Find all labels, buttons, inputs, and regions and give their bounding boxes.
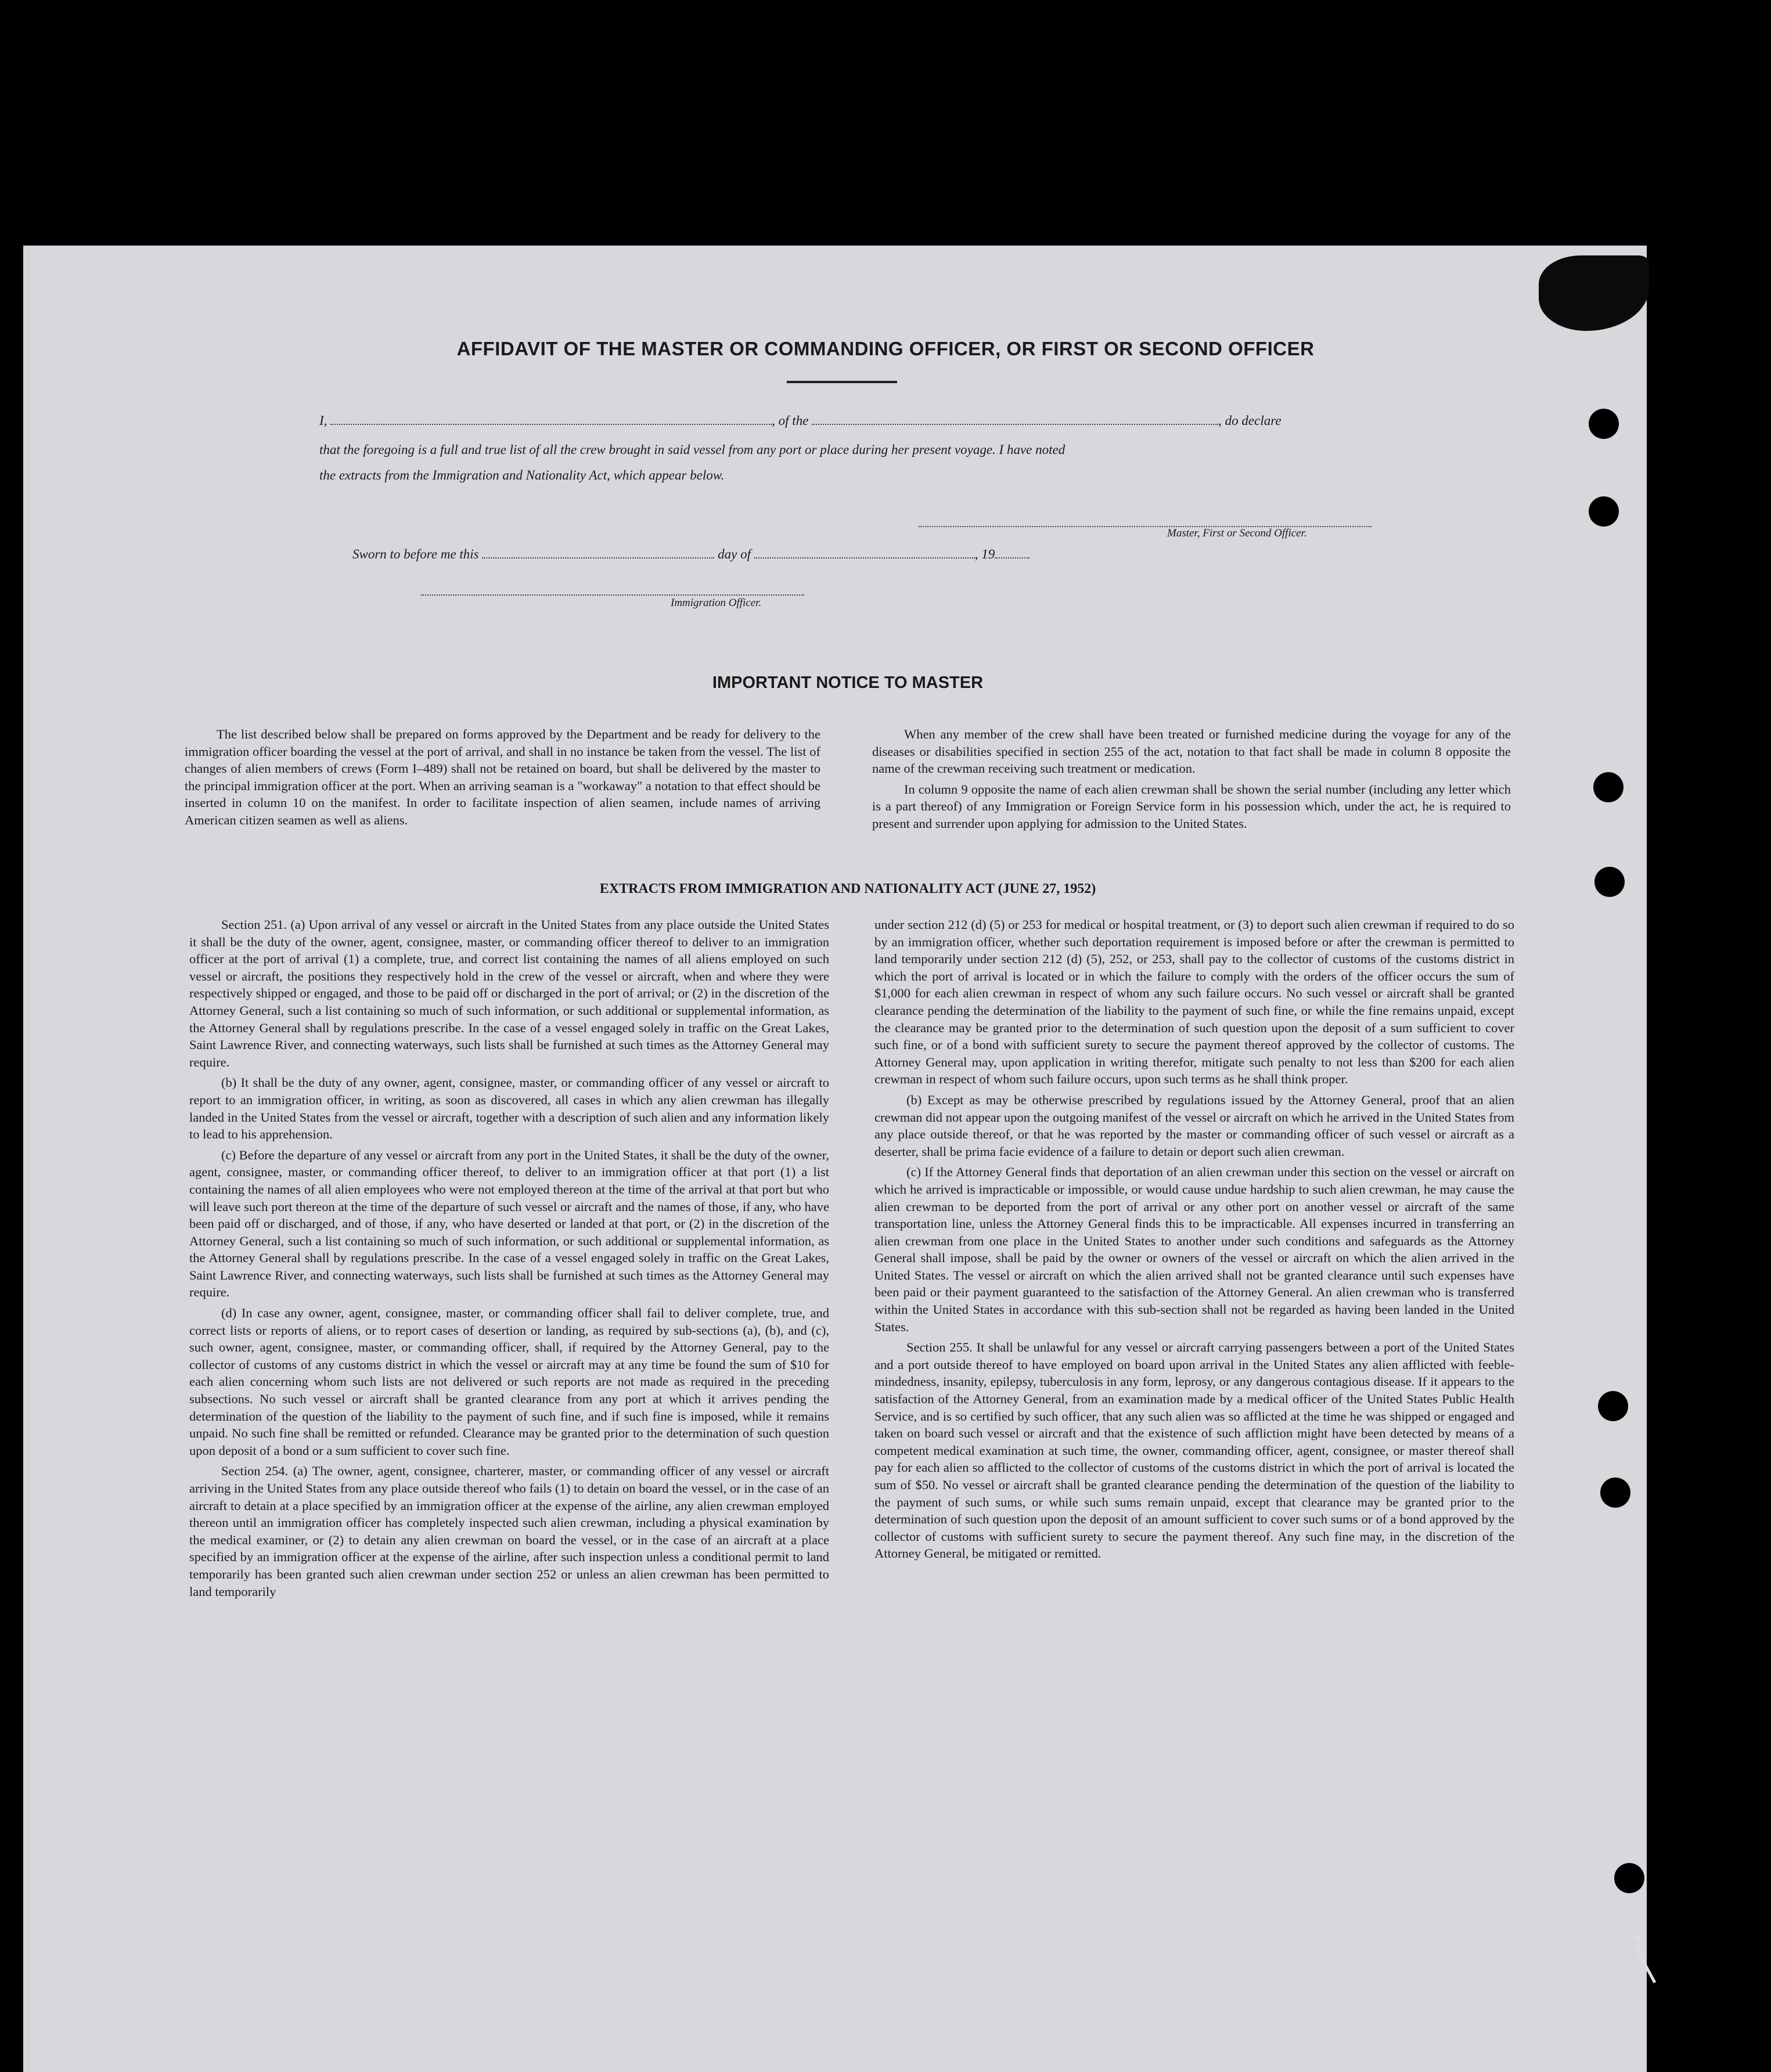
notice-title: IMPORTANT NOTICE TO MASTER — [712, 673, 984, 692]
punch-hole — [1593, 772, 1624, 802]
extracts-right-column — [874, 916, 1514, 1566]
notice-right-paragraph-2: In column 9 opposite the name of each alien crewman shall be shown the serial number (including any letter which is a part thereof) of any Immigration or Foreign Service form in his possession which, under the act, he is required to present and surrender upon applying for admission to the United States. — [872, 781, 1511, 831]
sworn-year-field[interactable] — [995, 547, 1030, 558]
sworn-label: Sworn to before me this — [352, 547, 479, 561]
officer-signature-line[interactable] — [421, 584, 804, 596]
punch-hole — [1600, 1478, 1630, 1508]
sworn-day-field[interactable] — [482, 547, 714, 558]
affidavit-title: AFFIDAVIT OF THE MASTER OR COMMANDING OFFICER, OR FIRST OR SECOND OFFICER — [456, 338, 1315, 359]
sworn-month-field[interactable] — [754, 547, 975, 558]
punch-hole — [1614, 1863, 1644, 1893]
declaration-of-the: , of the — [772, 413, 809, 428]
notice-right-paragraph-1: When any member of the crew shall have been treated or furnished medicine during the voyage for any of the diseases or disabilities specified in section 255 of the act, notation to that fact shall be made in column 8 opposite the name of the crewman receiving such treatment or medication. — [872, 727, 1511, 776]
section-251-d: (d) In case any owner, agent, consignee, master, or commanding officer shall fail to deliver complete, true, and correct lists or reports of aliens, or to report cases of desertion or landing, as required by sub-sections (a), (b), and (c), such owner, agent, consignee, master, or commanding officer, shall, if required by the Attorney General, pay to the collector of customs of any customs district in which the vessel or aircraft may at any time be found the sum of $10 for each alien concerning whom such lists are not delivered or such reports are not made as required in the preceding subsections. No such vessel or aircraft shall be granted clearance from any port at which it arrives pending the determination of the question of the liability to the payment of such fine, and if such fine is imposed, while it remains unpaid. No such fine shall be remitted or refunded. Clearance may be granted prior to the determination of such question upon deposit of a bond or a sum sufficient to cover such fine. — [189, 1306, 829, 1458]
declaration-line-2: that the foregoing is a full and true list of all the crew brought in said vessel from any port or place during her present voyage. I have noted — [319, 442, 1066, 457]
section-251-a: Section 251. (a) Upon arrival of any vessel or aircraft in the United States from any place outside the United States it shall be the duty of the owner, agent, consignee, master, or commanding officer thereof to deliver to an immigration officer at the port of arrival (1) a complete, true, and correct list containing the names of all aliens employed on such vessel or aircraft, the positions they respectively hold in the crew of the vessel or aircraft, when and where they were respectively shipped or engaged, and those to be paid off or discharged in the port of arrival; or (2) in the discretion of the Attorney General, such a list containing so much of such information, or such additional or supplemental information, as the Attorney General shall by regulations prescribe. In the case of a vessel engaged solely in traffic on the Great Lakes, Saint Lawrence River, and connecting waterways, such lists shall be furnished at such times as the Attorney General may require. — [189, 917, 829, 1069]
vessel-field[interactable] — [812, 413, 1218, 425]
name-field[interactable] — [330, 413, 772, 425]
year-label: , 19 — [974, 547, 995, 561]
master-signature-label: Master, First or Second Officer. — [1167, 527, 1307, 539]
extracts-left-column — [189, 916, 829, 1603]
declaration-do-declare: , do declare — [1218, 413, 1282, 428]
declaration-line-1 — [319, 413, 1370, 428]
punch-hole — [1598, 1391, 1628, 1421]
extracts-title: EXTRACTS FROM IMMIGRATION AND NATIONALITY ACT (JUNE 27, 1952) — [599, 881, 1096, 896]
section-254-c: (c) If the Attorney General finds that deportation of an alien crewman under this section on the vessel or aircraft on which he arrived is impracticable or impossible, or would cause undue hardship to such alien crewman, he may cause the alien crewman to be deported from the port of arrival or any other port on another vessel or aircraft of the same transportation line, unless the Attorney General finds this to be impracticable. All expenses incurred in transferring an alien crewman from one place in the United States to another under such conditions and safeguards as the Attorney General shall impose, shall be paid by the owner or owners of the vessel or aircraft on which the alien arrived in the United States. The vessel or aircraft on which the alien arrived shall not be granted clearance until such expenses have been paid or their payment guaranteed to the satisfaction of the Attorney General. An alien crewman who is transferred within the United States in accordance with this sub-section shall not be regarded as having been landed in the United States. — [874, 1165, 1514, 1334]
title-rule — [787, 381, 897, 383]
master-signature-line[interactable] — [919, 516, 1372, 527]
section-254-a-continued: under section 212 (d) (5) or 253 for medical or hospital treatment, or (3) to deport such alien crewman if required to do so by an immigration officer, whether such deportation requirement is imposed before or after the crewman is permitted to land temporarily under section 212 (d) (5), 252, or 253, shall pay to the collector of customs of the customs district in which the port of arrival is located or in which the failure to comply with the orders of the officer occurs the sum of $1,000 for each alien crewman in respect of whom any such failure occurs. No such vessel or aircraft shall be granted clearance pending the determination of the liability to the payment of such fine, or while the fine remains unpaid, except the clearance may be granted prior to the determination of such question upon the deposit of a sum sufficient to cover such fine, or of a bond with sufficient surety to secure the payment thereof approved by the collector of customs. The Attorney General may, upon application in writing therefor, mitigate such penalty to not less than $200 for each alien crewman in respect of whom such failure occurs, upon such terms as he shall think proper. — [874, 917, 1514, 1087]
section-254-b: (b) Except as may be otherwise prescribed by regulations issued by the Attorney General, proof that an alien crewman did not appear upon the outgoing manifest of the vessel or aircraft on which he arrived in the United States from any place outside thereof, or that he was reported by the master or commanding officer of such vessel or aircraft as a deserter, shall be prima facie evidence of a failure to detain or deport such alien crewman. — [874, 1092, 1514, 1159]
section-251-b: (b) It shall be the duty of any owner, agent, consignee, master, or commanding officer of any vessel or aircraft to report to an immigration officer, in writing, as soon as discovered, all cases in which any alien crewman has illegally landed in the United States from the vessel or aircraft, together with a description of such alien and any information likely to lead to his apprehension. — [189, 1075, 829, 1142]
declaration-line-3: the extracts from the Immigration and Nationality Act, which appear below. — [319, 468, 725, 482]
declaration-i: I, — [319, 413, 327, 428]
officer-signature-label: Immigration Officer. — [671, 597, 762, 609]
section-251-c: (c) Before the departure of any vessel or aircraft from any port in the United States, it shall be the duty of the owner, agent, consignee, master, or commanding officer thereof, to deliver to an immigration officer at that port (1) a list containing the names of all alien employees who were not employed thereon at the time of the arrival at that port but who will leave such port thereon at the time of the departure of such vessel or aircraft and the names of those, if any, who have been paid off or discharged, and of those, if any, who have deserted or landed at that port, or (2) in the discretion of the Attorney General, such a list containing so much of such information, or such additional or supplemental information, as the Attorney General shall by regulations prescribe. In the case of a vessel engaged solely in traffic on the Great Lakes, Saint Lawrence River, and connecting waterways, such lists shall be furnished at such times as the Attorney General may require. — [189, 1147, 829, 1300]
notice-left-paragraph: The list described below shall be prepared on forms approved by the Department and be ready for delivery to the immigration officer boarding the vessel at the port of arrival, and shall in no instance be taken from the vessel. The list of changes of alien members of crews (Form I–489) shall not be retained on board, but shall be delivered by the master to the principal immigration officer at the port. When an arriving seaman is a "workaway" a notation to that effect should be inserted in column 10 on the manifest. In order to facilitate inspection of alien seamen, include names of arriving American citizen seamen as well as aliens. — [185, 727, 820, 827]
day-of-label: day of — [718, 547, 751, 561]
notice-right-column — [872, 726, 1511, 836]
sworn-line — [352, 547, 1030, 562]
notice-left-column — [185, 726, 820, 833]
section-254-a: Section 254. (a) The owner, agent, consignee, charterer, master, or commanding officer of any vessel or aircraft arriving in the United States from any place outside thereof who fails (1) to detain on board the vessel, or in the case of an aircraft to detain at a place specified by an immigration officer at the expense of the airline, any alien crewman employed thereon until an immigration officer has completely inspected such alien crewman, including a physical examination by the medical examiner, or (2) to detain any alien crewman on board the vessel, or in the case of an aircraft at a place specified by an immigration officer at the expense of the airline, after such inspection unless a conditional permit to land temporarily has been granted such alien crewman under section 252 or unless an alien crewman has been permitted to land temporarily — [189, 1464, 829, 1599]
punch-hole — [1589, 496, 1619, 527]
pencil-mark — [1626, 1927, 1661, 1991]
punch-hole — [1589, 409, 1619, 439]
section-255: Section 255. It shall be unlawful for any vessel or aircraft carrying passengers between a port of the United States and a port outside thereof to have employed on board upon arrival in the United States any alien afflicted with feeble-mindedness, insanity, epilepsy, tuberculosis in any form, leprosy, or any dangerous contagious disease. If it appears to the satisfaction of the Attorney General, from an examination made by a medical officer of the United States Public Health Service, and is so certified by such officer, that any such alien was so afflicted at the time he was shipped or engaged and taken on board such vessel or aircraft and that the existence of such affliction might have been detected by means of a competent medical examination at such time, the owner, commanding officer, agent, consignee, or master thereof shall pay for each alien so afflicted to the collector of customs of the customs district in which the port of arrival is located the sum of $50. No vessel or aircraft shall be granted clearance pending the determination of the question of the liability to the payment of such sums, or while such sums remain unpaid, except that clearance may be granted prior to the determination of such question upon the deposit of an amount sufficient to cover such sums or of a bond approved by the collector of customs with sufficient surety to secure the payment thereof. Any such fine may, in the discretion of the Attorney General, be mitigated or remitted. — [874, 1340, 1514, 1561]
